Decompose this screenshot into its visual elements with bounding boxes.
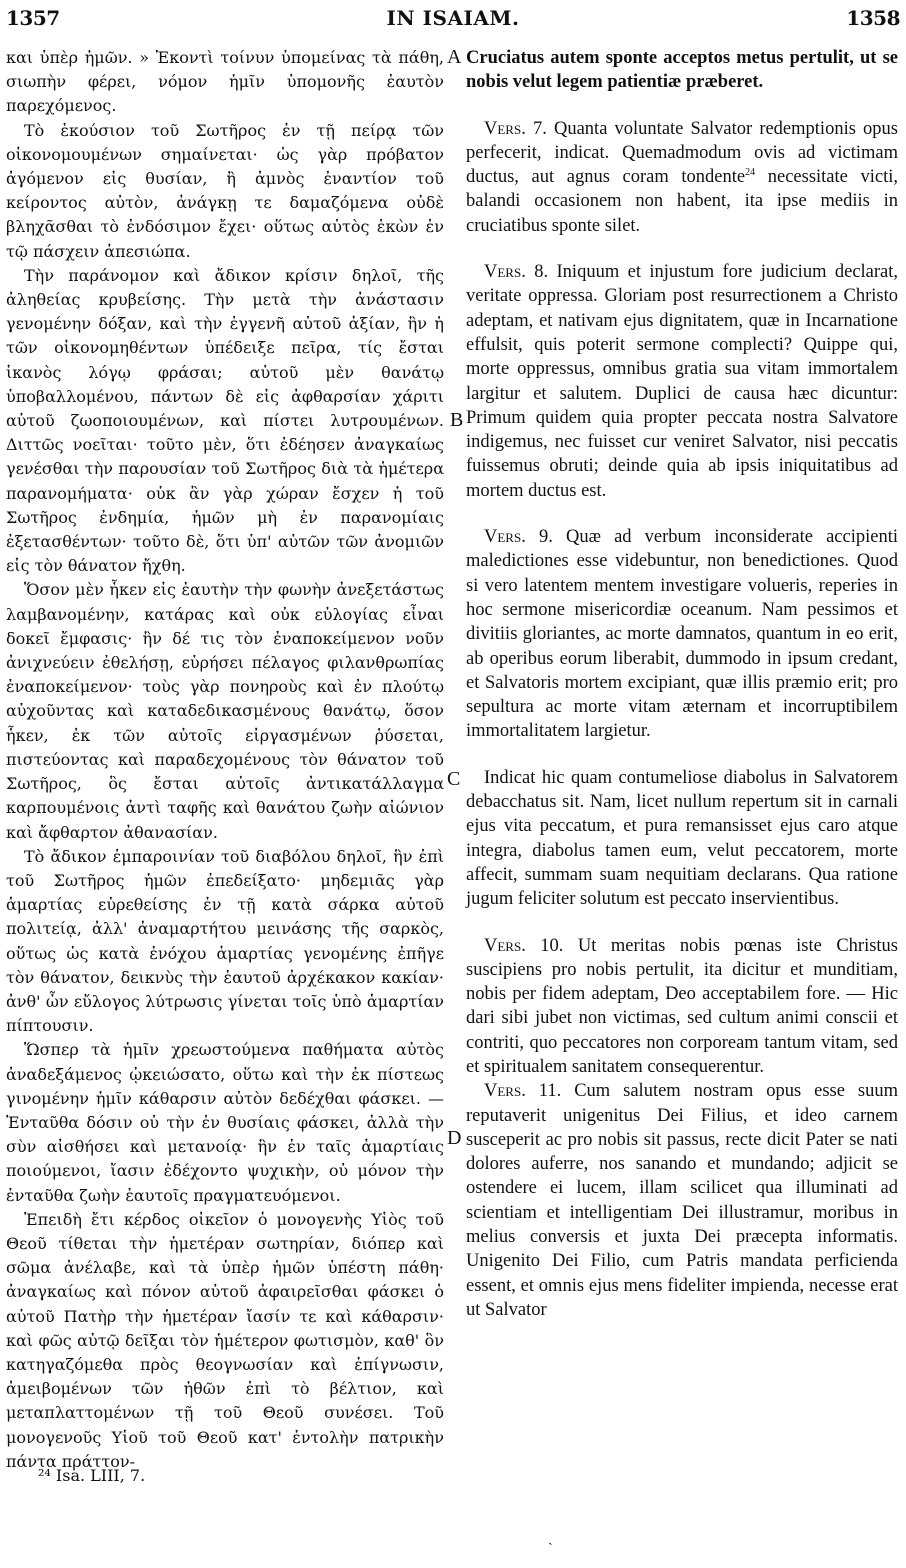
margin-letter-a: A <box>447 46 462 68</box>
greek-paragraph: Τὴν παράνομον καὶ ἄδικον κρίσιν δηλοῖ, τῆς ἀληθείας κρυβείσης. Τὴν μετὰ τὴν ἀνάστασιν γενομένην δόξαν, καὶ τὴν ἐγγενῆ αὐτοῦ ἀξίαν, ἣν ἡ τῶν οἰκονομηθέντων ὑπέδειξε πεῖρα, τίς ἔσται ἱκανὸς λόγῳ φράσαι; αὐτοῦ μὲν θανάτῳ ὑποβαλλομένου, πάντων δὲ εἰς ἀφθαρσίαν χάριτι αὐτοῦ ζωοποιουμένων, καὶ πίστει λυτρουμένων. Διττῶς νοεῖται· τοῦτο μὲν, ὅτι ἐδέησεν ἀναγκαίως γενέσθαι τὴν παρουσίαν τοῦ Σωτῆρος διὰ τὰ ἡμέτερα παρανομήματα· οὐκ ἂν γὰρ χώραν ἔσχεν ἡ τοῦ Σωτῆρος ἐνδημία, ἡμῶν μὴ ἐν παρανομίαις ἐξετασθέντων· τοῦτο δὲ, ὅτι ὑπ' αὐτῶν τῶν ἀνομιῶν εἰς τὸν θάνατον ἤχθη. <box>6 265 444 576</box>
footnote-ref: 24 <box>745 167 756 179</box>
verse-10 <box>466 934 898 1080</box>
verse-8 <box>466 260 898 503</box>
verse-label: Vers. 10. <box>484 935 564 956</box>
margin-letter-d: D <box>447 1127 462 1149</box>
verse-text: Iniquum et injustum fore judicium declarat, veritate oppressa. Gloriam post resurrectionem a Christo adeptam, et nativam ejus dignitatem, quæ in Incarnatione effulsit, quis poterit sermone complecti? Quippe qui, morte oppressus, omnibus gratia sua vitam immortalem largitur et salutem. Duplici de causa hæc dicuntur: Primum quidem quia propter peccata nostra Salvatore indigemus, nec fuisset cur veniret Salvator, nisi peccatis fuissemus obruti; deinde quia ab ipsis iniquitatibus ad mortem ductus est. <box>466 262 899 501</box>
page-number-right: 1358 <box>846 6 900 30</box>
verse-label: Vers. 7. <box>484 118 547 139</box>
margin-letter-c: C <box>447 768 461 790</box>
verse-7 <box>466 117 898 238</box>
latin-paragraph: Cruciatus autem sponte acceptos metus pertulit, ut se nobis velut legem patientiæ præberet. <box>466 48 898 93</box>
verse-text: necessitate victi, balandi occasionem non habent, ita ipse mediis in cruciatibus sponte silet. <box>466 167 898 236</box>
latin-paragraph: Indicat hic quam contumeliose diabolus in Salvatorem debacchatus sit. Nam, licet nullum repertum sit in carnali ejus vita peccatum, et pura remansisset ejus caro atque integra, diabolus tamen eum, velut peccatorem, morte affecit, summam suam nequitiam declarans. Qua ratione jugum feliciter solutum est peccato inservientibus. <box>466 767 898 910</box>
verse-11 <box>466 1079 898 1322</box>
greek-paragraph: και ὑπὲρ ἡμῶν. » Ἑκοντὶ τοίνυν ὑπομείνας τὰ πάθη, σιωπὴν φέρει, νόμον ἡμῖν ὑπομονῆς ἑαυτὸν παρεχόμενος. <box>6 48 444 116</box>
footnote: ²⁴ Isa. LIII, 7. <box>38 1466 146 1485</box>
greek-paragraph: Τὸ ἑκούσιον τοῦ Σωτῆρος ἐν τῇ πείρᾳ τῶν οἰκονομουμένων σημαίνεται· ὡς γὰρ πρόβατον ἀγόμενον εἰς θυσίαν, ἢ ἀμνὸς ἐναντίον τοῦ κείροντος αὐτὸν, ἀνάγκῃ τε δαμαζόμενα οὐδὲ βληχᾶσθαι τὸ ἐνδόσιμον ἔχει· οὕτως αὐτὸς ἑκὼν ἐν τῷ πάσχειν ἀπεσιώπα. <box>6 120 444 261</box>
verse-9 <box>466 525 898 744</box>
greek-column <box>6 46 444 1474</box>
verse-text: Quanta voluntate Salvator redemptionis opus perfecerit, indicat. Quemadmodum ovis ad victimam ductus, aut agnus coram tondente <box>466 118 898 188</box>
greek-paragraph: Τὸ ἄδικον ἐμπαροινίαν τοῦ διαβόλου δηλοῖ, ἣν ἐπὶ τοῦ Σωτῆρος ἡμῶν ἐπεδείξατο· μηδεμιᾶς γὰρ ἁμαρτίας εὑρεθείσης ἐν τῇ κατὰ σάρκα αὐτοῦ πολιτείᾳ, ἀλλ' ἀναμαρτήτου μεινάσης τῆς σαρκὸς, οὕτως ὡς κατὰ ἐνόχου ἁμαρτίας γενομένης ἐπῆγε τὸν θάνατον, δεικνὺς τὴν ἑαυτοῦ ἀρχέκακον κακίαν· ἀνθ' ὧν εὔλογος λύτρωσις γίνεται τοῖς ὑπὸ ἁμαρτίαν πίπτουσιν. <box>6 846 444 1036</box>
verse-text: Cum salutem nostram opus esse suum reputaverit unigenitus Dei Filius, et ideo carnem susceperit ac pro nobis sit passus, recte dicit Pater se nati dolores auferre, nos sanando et mundando; adjicit se ostendere ei lucem, illam scilicet qua illuminati ad scientiam et intelligentiam Dei illustramur, moribus in melius conversis et juxta Dei præcepta informatis. Unigenito Dei Filio, cum Patris mandata perficienda essent, et omnis ejus mens fideliter impienda, necesse erat ut Salvator <box>466 1081 899 1320</box>
margin-letter-b: B <box>450 409 464 431</box>
greek-paragraph: Ὥσπερ τὰ ἡμῖν χρεωστούμενα παθήματα αὐτὸς ἀναδεξάμενος ᾠκειώσατο, οὕτω καὶ τὴν ἐκ πίστεως γινομένην ἡμῖν κάθαρσιν αὐτὸν δεδέχθαι φάσκει. — Ἐνταῦθα δόσιν οὐ τὴν ἐν θυσίαις φάσκει, ἀλλὰ τὴν σὺν αἰσθήσει καὶ μετανοίᾳ· ἣν ἐν ταῖς ἁμαρτίαις ποιούμενοι, ἴασιν ἐδέχοντο ψυχικὴν, οὐ μόνον τὴν ἐνταῦθα ζωὴν ἑαυτοῖς πραγματευόμενοι. <box>6 1040 444 1205</box>
latin-column <box>466 46 898 1322</box>
verse-label: Vers. 9. <box>484 527 553 548</box>
verse-text: Quæ ad verbum inconsiderate accipienti maledictiones esse videbuntur, non benedictiones. Quod si vero latentem mentem investigare volueris, reperies in hoc sermone misericordiæ oceanum. Nam pessimos et divitiis gloriantes, ac morte damnatos, quantum in eo erit, ab operibus eorum liberabit, dummodo in ipsum credant, et Salvatoris mortem excipiant, quæ illis præmio erit; pro sepultura ac morte vitam æternam et incorruptibilem immortalitatem largietur. <box>466 527 898 742</box>
page-number-left: 1357 <box>6 6 60 30</box>
running-header <box>0 0 906 40</box>
running-title: IN ISAIAM. <box>386 6 520 30</box>
verse-label: Vers. 11. <box>484 1081 562 1102</box>
greek-paragraph: Ὅσον μὲν ἧκεν εἰς ἑαυτὴν τὴν φωνὴν ἀνεξετάστως λαμβανομένην, κατάρας καὶ οὐκ εὐλογίας εἶναι δοκεῖ ἔμφασις· ἣν δέ τις τὸν ἐναποκείμενον νοῦν ἀνιχνεύειν ἐθελήσῃ, εὑρήσει πέλαγος φιλανθρωπίας ἐναποκείμενον· τοὺς γὰρ πονηροὺς καὶ ἐν πλούτῳ αὐχοῦντας καὶ καταδεδικασμένους θανάτῳ, ὅσον ἧκεν, ἐκ τῶν αὐτοῖς εἰργασμένων ῥύσεται, πιστεύοντας καὶ παραδεχομένους τὸν θάνατον τοῦ Σωτῆρος, ὃς ἔσται αὐτοῖς ἀντικατάλλαγμα καρπουμένοις ἀντὶ ταφῆς καὶ θανάτου ζωὴν αἰώνιον καὶ ἄφθαρτον ἀθανασίαν. <box>6 580 444 842</box>
verse-label: Vers. 8. <box>484 262 549 283</box>
verse-text: Ut meritas nobis pœnas iste Christus suscipiens pro nobis pertulit, ita dicitur et munditiam, nobis per fidem adeptam, Deo acceptabilem fore. — Hic dari sibi jubet non victimas, sed cultum animi conscii et contriti, quo peccatores non corpoream tantum vitam, sed et spiritualem sanitatem consequerentur. <box>466 935 899 1077</box>
printer-mark: ˎ <box>548 1530 553 1546</box>
greek-paragraph: Ἐπειδὴ ἔτι κέρδος οἰκεῖον ὁ μονογενὴς Υἱὸς τοῦ Θεοῦ τίθεται τὴν ἡμετέραν σωτηρίαν, διόπερ καὶ σῶμα ἀνέλαβε, καὶ τὰ ὑπὲρ ἡμῶν ὑπέστη πάθη· ἀναγκαίως καὶ πόνον αὐτοῦ ἀφαιρεῖσθαι φάσκει ὁ αὐτοῦ Πατὴρ τὴν ἡμετέραν ἴασίν τε καὶ κάθαρσιν· καὶ φῶς αὐτῷ δεῖξαι τὸν ἡμέτερον φωτισμὸν, καθ' ὃν κατηγαζόμεθα πρὸς θεογνωσίαν καὶ ἐπίγνωσιν, ἀμειβομένων τῶν ἠθῶν ἐπὶ τὸ βέλτιον, καὶ μεταπλαττομένων τῇ τοῦ Θεοῦ συνέσει. Τοῦ μονογενοῦς Υἱοῦ τοῦ Θεοῦ κατ' ἐντολὴν πατρικὴν πάντα πράττον- <box>6 1209 444 1471</box>
